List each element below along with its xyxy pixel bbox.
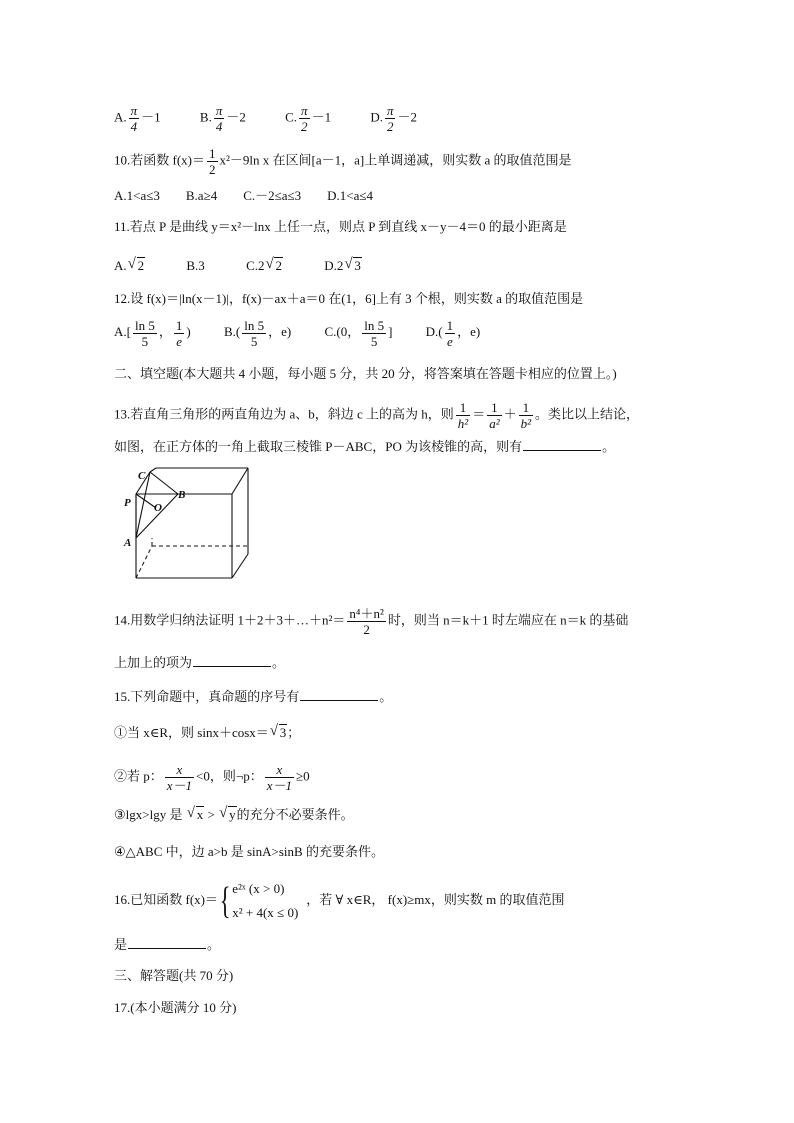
q11-option-c: C.2√ 2	[246, 258, 283, 273]
section-2-heading: 二、填空题(本大题共 4 小题，每小题 5 分，共 20 分，将答案填在答题卡相应的位置上。)	[114, 366, 617, 381]
q12-option-b: B.( $\frac{\ln 5}{5}$ ，e)	[223, 318, 292, 349]
q15-item-2: ②若 p： $\frac{x}{x-1}$ <0，则¬p： $\frac{x}{x-1}$ ≥0	[114, 762, 310, 793]
q12-option-c: C.(0， $\frac{\ln 5}{5}$ ]	[324, 318, 393, 349]
q10-options: A.1<a≤3 B.a≥4 C.－2≤a≤3 D.1<a≤4	[114, 188, 374, 203]
q9-option-a: A. $\frac{\pi}{4}$ －1	[114, 103, 161, 134]
q15-item-1: ①当 x∈R，则 sinx＋cosx＝√ 3；	[114, 723, 300, 743]
q9-option-d: D. $\frac{\pi}{2}$ －2	[370, 103, 417, 134]
q11-options	[114, 256, 362, 276]
q12-option-d: D.( $\frac{1}{e}$ ，e)	[425, 318, 481, 349]
fig-label-b: B	[178, 489, 186, 501]
cube-figure	[118, 458, 250, 582]
q15-item-3: ③lgx>lgy 是 √ x > √ y的充分不必要条件。	[114, 805, 354, 825]
q16-brace: {	[219, 880, 231, 922]
q9-option-b: B. $\frac{\pi}{4}$ －2	[199, 103, 246, 134]
q11-option-b: B.3	[186, 258, 205, 273]
q9-options	[114, 103, 417, 134]
q12-options	[114, 318, 480, 349]
q16-line-1: 16.已知函数 f(x)＝{ e²ˣ (x > 0) x² + 4(x ≤ 0) ，若 ∀ x∈R， f(x)≥mx，则实数 m 的取值范围	[114, 880, 565, 922]
q10-stem: 10.若函数 f(x)＝ $\frac{1}{2}$ x²－9ln x 在区间[a－1，a]上单调递减，则实数 a 的取值范围是	[114, 146, 572, 177]
q14-line-1: 14.用数学归纳法证明 1＋2＋3＋…＋n²＝ $\frac{\text{n⁴＋n²}}{2}$ 时，则当 n＝k＋1 时左端应在 n＝k 的基础	[114, 606, 629, 637]
fig-label-a: A	[124, 537, 132, 549]
q13-line-1: 13.若直角三角形的两直角边为 a、b，斜边 c 上的高为 h，则 $\frac{1}{\text{h²}}$ ＝ $\frac{1}{\text{a²}}$ ＋ $\frac{1}{\text{b²}}$ 。类比以上结论，	[114, 400, 640, 431]
q13-line-2: 如图，在正方体的一角上截取三棱锥 P－ABC，PO 为该棱锥的高，则有 。	[114, 436, 615, 457]
q12-stem: 12.设 f(x)＝|ln(x－1)|，f(x)－ax＋a＝0 在(1，6]上有 3 个根，则实数 a 的取值范围是	[114, 291, 584, 306]
q14-line-2: 上加上的项为 。	[114, 652, 285, 673]
q16-answer-blank[interactable]	[128, 934, 206, 949]
q12-option-a: A.[ $\frac{\ln 5}{5}$ ， $\frac{1}{e}$ )	[114, 318, 191, 349]
fig-label-o: O	[154, 502, 162, 514]
fig-label-c: C	[138, 470, 146, 482]
fig-label-p: P	[124, 497, 131, 509]
q9-option-c: C. $\frac{\pi}{2}$ －1	[285, 103, 332, 134]
q15-answer-blank[interactable]	[300, 686, 378, 701]
section-3-heading: 三、解答题(共 70 分)	[114, 968, 234, 983]
q13-answer-blank[interactable]	[523, 436, 601, 451]
q16-line-2: 是 。	[114, 934, 220, 955]
q14-answer-blank[interactable]	[193, 652, 271, 667]
q15-stem: 15.下列命题中，真命题的序号有 。	[114, 686, 392, 707]
q15-item-4: ④△ABC 中，边 a>b 是 sinA>sinB 的充要条件。	[114, 844, 384, 859]
q17-heading: 17.(本小题满分 10 分)	[114, 1000, 237, 1015]
q11-option-a: A.√ 2	[114, 258, 145, 273]
q11-option-d: D.2√ 3	[324, 258, 362, 273]
q11-stem: 11.若点 P 是曲线 y＝x²－lnx 上任一点，则点 P 到直线 x－y－4＝0 的最小距离是	[114, 219, 567, 234]
